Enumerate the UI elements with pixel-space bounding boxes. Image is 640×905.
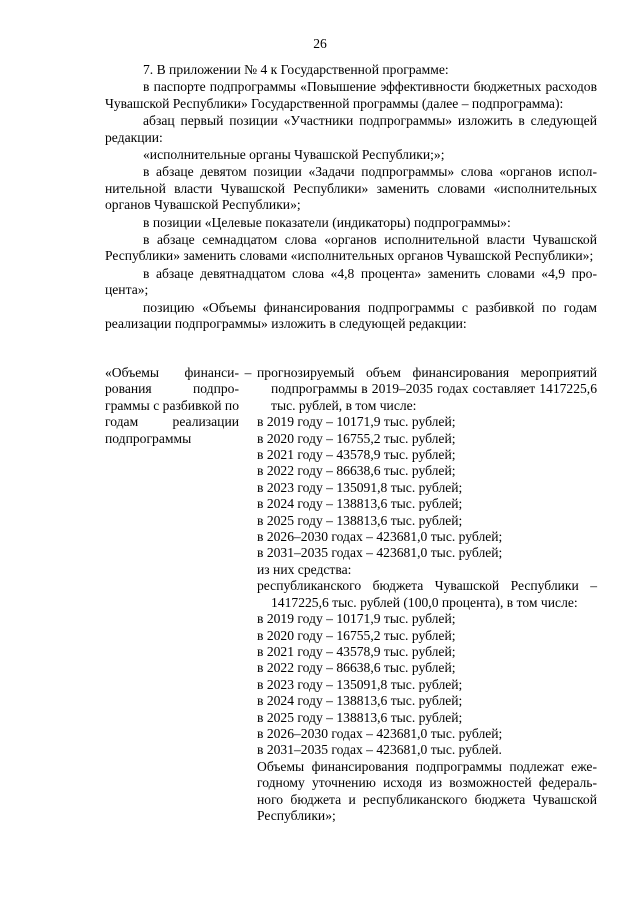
year-line: в 2019 году – 10171,9 тыс. рублей; (257, 414, 456, 430)
year-line: в 2019 году – 10171,9 тыс. рублей; (257, 611, 456, 627)
year-line: в 2031–2035 годах – 423681,0 тыс. рублей. (257, 742, 502, 758)
year-line: в 2021 году – 43578,9 тыс. рублей; (257, 643, 456, 659)
financing-dash: – (244, 365, 252, 380)
paragraph-seventeenth: в абзаце семнадцатом слова «органов исполнительной власти Чувашской Республики» заменить словами «исполнительных органов Чувашской Республики»; (105, 232, 597, 264)
year-line: в 2026–2030 годах – 423681,0 тыс. рублей; (257, 725, 503, 741)
year-line: в 2023 году – 135091,8 тыс. рублей; (257, 479, 463, 495)
paragraph-executive-bodies: «исполнительные органы Чувашской Республики;»; (143, 147, 445, 163)
year-line: в 2021 году – 43578,9 тыс. рублей; (257, 447, 456, 463)
paragraph-financing-position: позицию «Объемы финансирования подпрограммы с разбивкой по годам реализации подпрограммы» изложить в следующей редакции: (105, 299, 597, 332)
paragraph-nineteenth: в абзаце девятнадцатом слова «4,8 процента» заменить словами «4,9 процента»; (105, 265, 597, 298)
year-line: в 2020 году – 16755,2 тыс. рублей; (257, 430, 456, 446)
financing-label: «Объемы финансирования подпрограммы с разбивкой по годам реализации подпрограммы (105, 365, 239, 446)
year-line: в 2024 году – 138813,6 тыс. рублей; (257, 693, 463, 709)
paragraph-participants: абзац первый позиции «Участники подпрограммы» изложить в следующей редакции: (105, 113, 597, 145)
year-line: в 2031–2035 годах – 423681,0 тыс. рублей; (257, 545, 503, 561)
financing-closing: Объемы финансирования подпрограммы подлежат ежегодному уточнению исходя из возможностей федерального бюджета и республиканского бюджета Чувашской Республики»; (257, 758, 597, 823)
page-number: 26 (313, 36, 327, 51)
paragraph-passport-subprogram: в паспорте подпрограммы «Повышение эффективности бюджетных расходов Чувашской Республики» Государственной программы (далее – подпрограмма): (105, 79, 597, 111)
republic-budget: республиканского бюджета Чувашской Республики – 1417225,6 тыс. рублей (100,0 процента), в том числе: (257, 578, 597, 610)
paragraph-item-7-heading: 7. В приложении № 4 к Государственной программе: (143, 62, 449, 77)
year-line: в 2020 году – 16755,2 тыс. рублей; (257, 627, 456, 643)
year-line: в 2022 году – 86638,6 тыс. рублей; (257, 463, 456, 479)
year-line: в 2022 году – 86638,6 тыс. рублей; (257, 660, 456, 676)
year-line: в 2025 году – 138813,6 тыс. рублей; (257, 709, 463, 725)
sources-intro: из них средства: (257, 561, 352, 577)
amendment-text (105, 62, 597, 333)
year-line: в 2025 году – 138813,6 тыс. рублей; (257, 512, 463, 528)
paragraph-target-indicators: в позиции «Целевые показатели (индикаторы) подпрограммы»: (143, 214, 511, 230)
paragraph-tasks: в абзаце девятом позиции «Задачи подпрограммы» слова «органов исполнительной власти Чувашской Республики» заменить словами «исполнительных органов Чувашской Республики»; (105, 164, 597, 213)
financing-content (257, 365, 597, 824)
financing-intro: прогнозируемый объем финансирования мероприятий подпрограммы в 2019–2035 годах составляет 1417225,6 тыс. рублей, в том числе: (257, 365, 597, 413)
year-line: в 2026–2030 годах – 423681,0 тыс. рублей; (257, 529, 503, 545)
year-line: в 2023 году – 135091,8 тыс. рублей; (257, 676, 463, 692)
year-line: в 2024 году – 138813,6 тыс. рублей; (257, 496, 463, 512)
